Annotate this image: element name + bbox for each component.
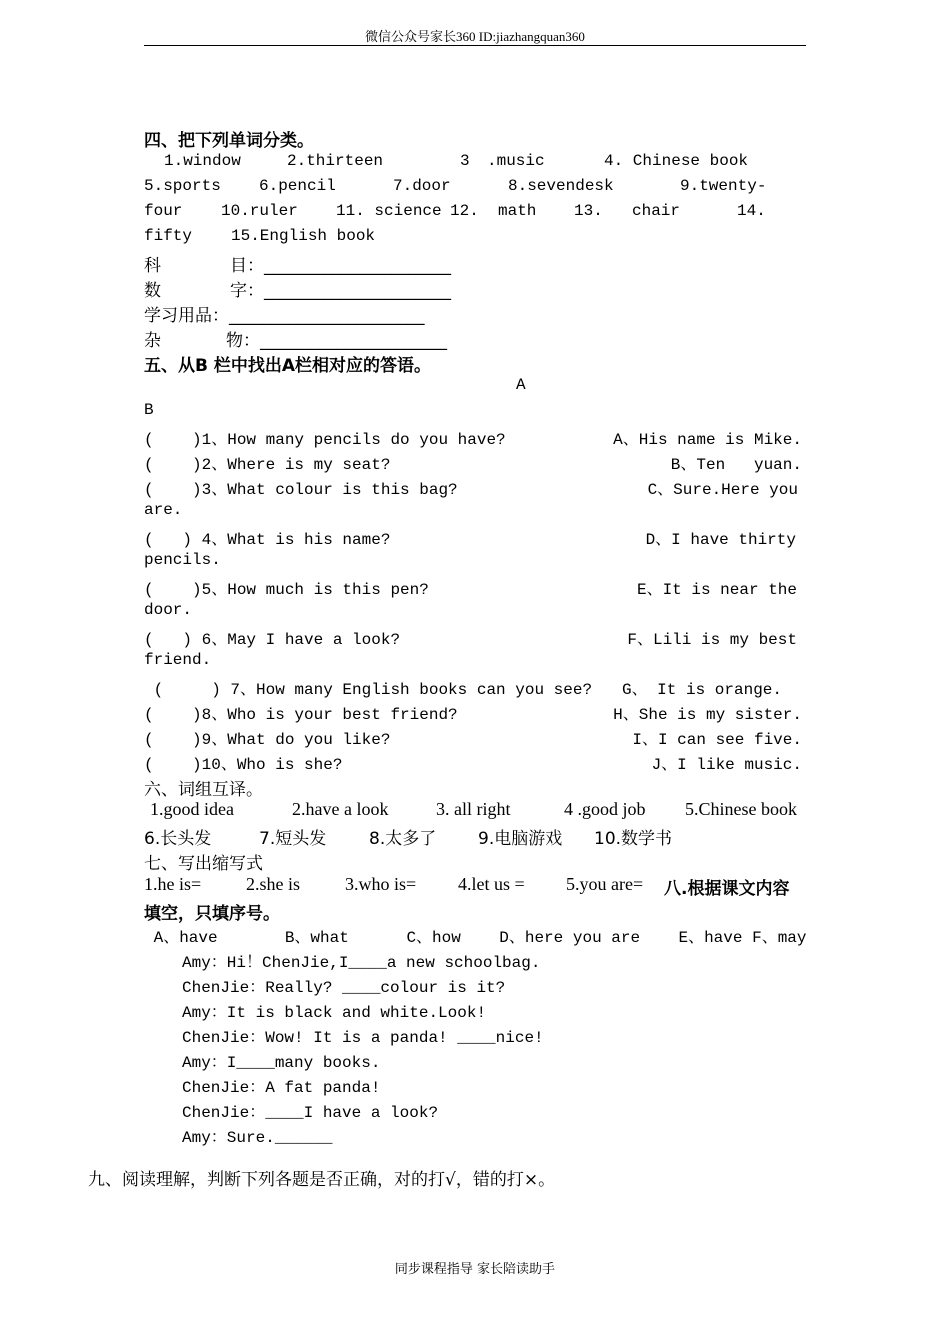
word-13: chair	[632, 202, 681, 220]
answer-f-cont: friend.	[144, 651, 212, 669]
contraction-2: 2.she is	[246, 874, 300, 894]
question-9: ( )9、What do you like?	[144, 731, 391, 749]
word-12: math	[498, 202, 537, 220]
word-3: .music	[487, 152, 545, 170]
answer-d-cont: pencils.	[144, 551, 221, 569]
question-7: ( ) 7、How many English books can you see?	[144, 681, 593, 699]
phrase-9: 9.电脑游戏	[478, 829, 563, 849]
dialogue-line-7: ChenJie：____I have a look?	[182, 1104, 439, 1122]
word-4: 4. Chinese book	[604, 152, 749, 170]
phrase-3: 3. all right	[436, 799, 511, 819]
dialogue-line-3: Amy：It is black and white.Look!	[182, 1004, 487, 1022]
section-8-title: 八.根据课文内容	[664, 879, 790, 899]
dialogue-line-4: ChenJie：Wow! It is a panda! ____nice!	[182, 1029, 544, 1047]
header-rule	[144, 45, 806, 46]
contraction-3: 3.who is=	[345, 874, 417, 894]
section-7-title: 七、写出缩写式	[144, 854, 263, 874]
section-4-title: 四、把下列单词分类。	[144, 131, 314, 151]
dialogue-line-8: Amy：Sure.______	[182, 1129, 333, 1147]
word-1: 1.window	[164, 152, 241, 170]
word-5: 5.sports	[144, 177, 221, 195]
word-9-cont: four	[144, 202, 183, 220]
answer-i: I、I can see five.	[632, 731, 802, 749]
answer-e-cont: door.	[144, 601, 193, 619]
answer-f: F、Lili is my best	[627, 631, 797, 649]
answer-d: D、I have thirty	[645, 531, 796, 549]
phrase-10: 10.数学书	[594, 829, 673, 849]
fill-options: A、have B、what C、how D、here you are E、have F、may	[144, 929, 807, 947]
category-numbers-line: 字：______________________	[230, 281, 451, 301]
word-6: 6.pencil	[259, 177, 336, 195]
category-subjects-line: 目：______________________	[230, 256, 451, 276]
dialogue-line-2: ChenJie：Really? ____colour is it?	[182, 979, 506, 997]
word-14: fifty	[144, 227, 193, 245]
word-8: 8.sevendesk	[508, 177, 614, 195]
answer-a: A、His name is Mike.	[613, 431, 802, 449]
page-footer: 同步课程指导 家长陪读助手	[394, 1262, 556, 1277]
category-misc-line: 物：______________________	[226, 331, 447, 351]
contraction-5: 5.you are=	[566, 874, 644, 894]
word-15: 15.English book	[231, 227, 376, 245]
answer-c-cont: are.	[144, 501, 183, 519]
answer-c: C、Sure.Here you	[647, 481, 798, 499]
answer-j: J、I like music.	[651, 756, 802, 774]
word-13-num: 13.	[574, 202, 603, 220]
section-9-title: 九、阅读理解，判断下列各题是否正确，对的打√，错的打×。	[88, 1170, 556, 1190]
contraction-4: 4.let us =	[458, 874, 525, 894]
column-b-header: B	[144, 401, 154, 419]
question-4: ( ) 4、What is his name?	[144, 531, 391, 549]
word-9: 9.twenty-	[680, 177, 767, 195]
section-6-title: 六、词组互译。	[144, 780, 263, 800]
answer-b: B、Ten yuan.	[670, 456, 802, 474]
page-header: 微信公众号家长360 ID:jiazhangquan360	[365, 29, 585, 44]
category-supplies-line: 学习用品：_______________________	[144, 306, 425, 326]
question-2: ( )2、Where is my seat?	[144, 456, 391, 474]
question-10: ( )10、Who is she?	[144, 756, 343, 774]
phrase-4: 4 .good job	[564, 799, 646, 819]
column-a-header: A	[516, 376, 526, 394]
answer-h: H、She is my sister.	[613, 706, 802, 724]
question-8: ( )8、Who is your best friend?	[144, 706, 458, 724]
answer-e: E、It is near the	[636, 581, 797, 599]
phrase-1: 1.good idea	[150, 799, 234, 819]
phrase-2: 2.have a look	[292, 799, 389, 819]
category-numbers-label-1: 数	[144, 281, 161, 301]
phrase-8: 8.太多了	[369, 829, 437, 849]
question-5: ( )5、How much is this pen?	[144, 581, 429, 599]
category-subjects-label-1: 科	[144, 256, 161, 276]
word-14-num: 14.	[737, 202, 766, 220]
section-5-title: 五、从B 栏中找出A栏相对应的答语。	[144, 356, 432, 376]
word-7: 7.door	[393, 177, 451, 195]
phrase-6: 6.长头发	[144, 829, 212, 849]
answer-g: G、 It is orange.	[621, 681, 782, 699]
word-3-num: 3	[460, 152, 470, 170]
question-1: ( )1、How many pencils do you have?	[144, 431, 506, 449]
dialogue-line-6: ChenJie：A fat panda!	[182, 1079, 381, 1097]
section-8-title-cont: 填空，只填序号。	[144, 904, 280, 924]
question-3: ( )3、What colour is this bag?	[144, 481, 458, 499]
word-2: 2.thirteen	[287, 152, 384, 170]
contraction-1: 1.he is=	[144, 874, 202, 894]
word-12-num: 12.	[450, 202, 479, 220]
word-11: 11. science	[336, 202, 442, 220]
phrase-7: 7.短头发	[259, 829, 327, 849]
dialogue-line-1: Amy：Hi！ChenJie,I____a new schoolbag.	[182, 954, 541, 972]
dialogue-line-5: Amy：I____many books.	[182, 1054, 381, 1072]
phrase-5: 5.Chinese book	[685, 799, 797, 819]
word-10: 10.ruler	[221, 202, 298, 220]
category-misc-label-1: 杂	[144, 331, 161, 351]
question-6: ( ) 6、May I have a look?	[144, 631, 401, 649]
